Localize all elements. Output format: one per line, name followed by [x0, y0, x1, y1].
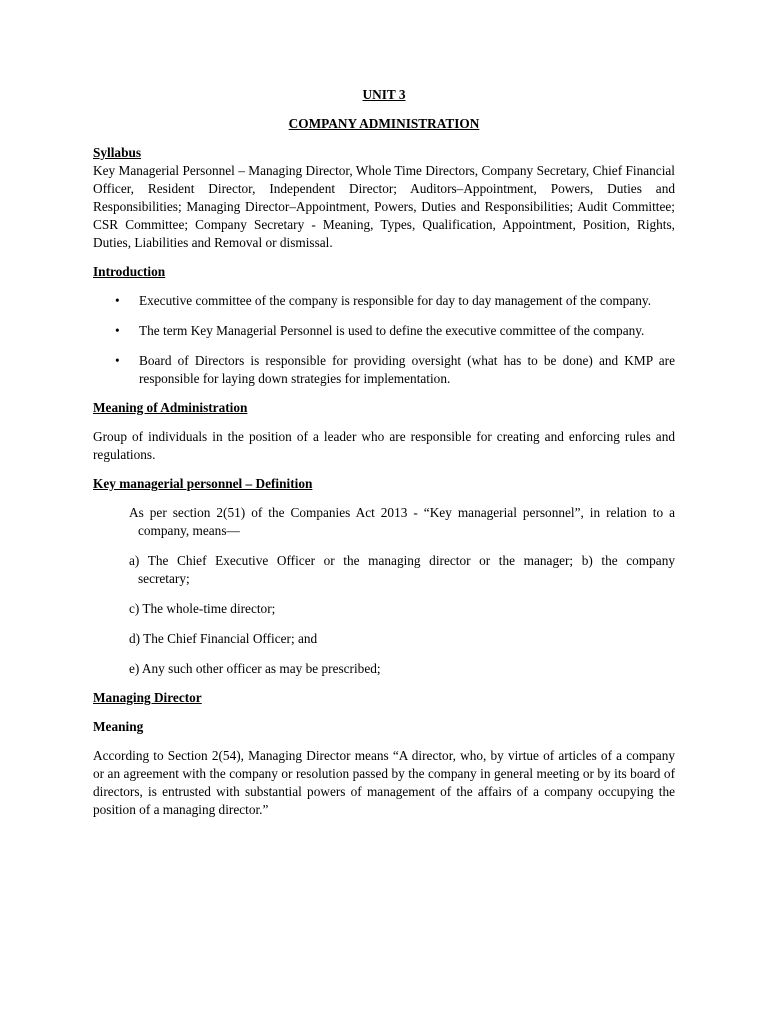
bullet-text: Executive committee of the company is responsible for day to day management of the company. [139, 293, 652, 308]
document-page [93, 86, 675, 819]
kmp-item-d: d) The Chief Financial Officer; and [129, 631, 318, 646]
administration-heading: Meaning of Administration [93, 400, 248, 415]
main-title: COMPANY ADMINISTRATION [288, 116, 480, 131]
bullet-icon: • [115, 353, 120, 368]
bullet-text: Board of Directors is responsible for providing oversight (what has to be done) and KMP are responsible for laying down strategies for implementation. [139, 353, 675, 386]
introduction-heading: Introduction [93, 264, 166, 279]
managing-director-text: According to Section 2(54), Managing Director means “A director, who, by virtue of articles of a company or an agreement with the company or resolution passed by the company in general meeting or by its board of directors, is entrusted with substantial powers of management of the affairs of a company occupying the position of a managing director.” [93, 748, 675, 817]
kmp-definition-intro [129, 504, 675, 540]
list-item [93, 292, 675, 310]
syllabus-text: Key Managerial Personnel – Managing Director, Whole Time Directors, Company Secretary, Chief Financial Officer, Resident Director, Independent Director; Auditors–Appointment, Powers, Duties and Responsibilities; Managing Director–Appointment, Powers, Duties and Responsibilities; Audit Committee; CSR Committee; Company Secretary - Meaning, Types, Qualification, Appointment, Position, Rights, Duties, Liabilities and Removal or dismissal. [93, 163, 675, 250]
kmp-definition-block [93, 504, 675, 678]
kmp-item-a-line-2: secretary; [138, 571, 190, 586]
introduction-bullet-list [93, 292, 675, 388]
kmp-item-a [129, 552, 675, 588]
kmp-definition-heading: Key managerial personnel – Definition [93, 476, 313, 491]
bullet-icon: • [115, 323, 120, 338]
administration-text: Group of individuals in the position of a leader who are responsible for creating and enforcing rules and regulations. [93, 429, 675, 462]
bullet-text: The term Key Managerial Personnel is used to define the executive committee of the company. [139, 323, 645, 338]
list-item [93, 322, 675, 340]
bullet-icon: • [115, 293, 120, 308]
list-item [93, 352, 675, 388]
managing-director-heading: Managing Director [93, 690, 202, 705]
kmp-intro-line-1: As per section 2(51) of the Companies Act 2013 - “Key managerial personnel”, in relation to a [129, 505, 675, 520]
unit-title: UNIT 3 [362, 87, 406, 102]
kmp-item-c: c) The whole-time director; [129, 601, 276, 616]
kmp-item-e: e) Any such other officer as may be prescribed; [129, 661, 381, 676]
syllabus-heading: Syllabus [93, 145, 142, 160]
kmp-intro-line-2: company, means— [138, 523, 240, 538]
managing-director-meaning-heading: Meaning [93, 719, 144, 734]
kmp-item-a-line-1: a) The Chief Executive Officer or the managing director or the manager; b) the company [129, 553, 675, 568]
